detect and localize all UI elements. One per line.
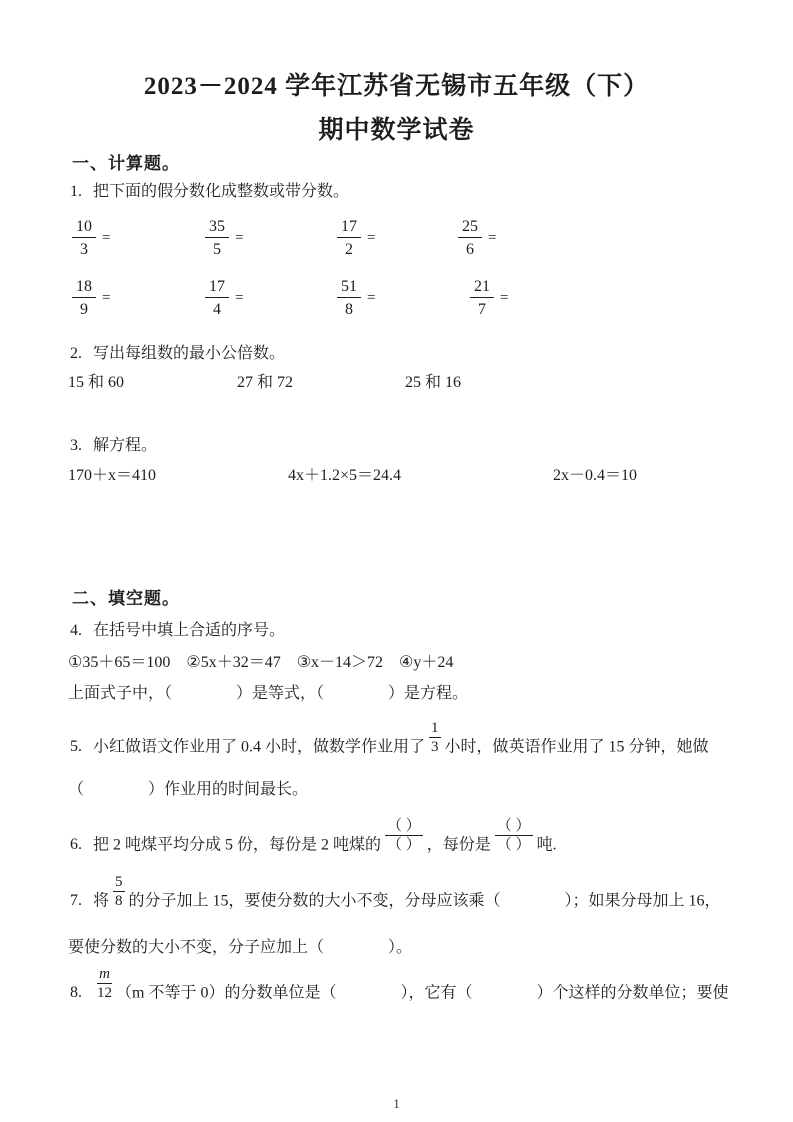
fraction-denominator: 2 bbox=[345, 241, 353, 258]
fraction-denominator: （ ） bbox=[496, 837, 531, 854]
section-1-heading: 一、计算题。 bbox=[72, 154, 180, 173]
fraction-denominator: 3 bbox=[80, 241, 88, 258]
inline-fraction bbox=[429, 720, 441, 757]
question-3 bbox=[70, 435, 157, 456]
question-2-text: 写出每组数的最小公倍数。 bbox=[93, 345, 286, 362]
fraction-item bbox=[72, 277, 110, 320]
equals-sign: = bbox=[102, 290, 111, 307]
question-1-number: 1. bbox=[70, 183, 82, 200]
fraction-numerator: m bbox=[97, 966, 112, 984]
equals-sign: = bbox=[102, 230, 111, 247]
lcm-pair: 25 和 16 bbox=[405, 374, 462, 391]
fraction bbox=[205, 217, 229, 260]
fraction bbox=[337, 217, 361, 260]
fraction bbox=[337, 277, 361, 320]
question-8 bbox=[70, 966, 728, 1003]
question-5-text-after: 小时，做英语作业用了 15 分钟，她做 bbox=[444, 738, 709, 756]
inline-fraction-blank bbox=[495, 818, 533, 855]
fraction-denominator: 3 bbox=[431, 739, 439, 756]
fraction-denominator: 9 bbox=[80, 301, 88, 318]
inline-fraction bbox=[97, 966, 112, 1003]
fraction-item bbox=[337, 217, 375, 260]
question-7-number: 7. bbox=[70, 892, 82, 910]
equals-sign: = bbox=[488, 230, 497, 247]
question-5-text-before: 小红做语文作业用了 0.4 小时，做数学作业用了 bbox=[93, 738, 426, 756]
equals-sign: = bbox=[235, 230, 244, 247]
fraction-numerator: 18 bbox=[72, 277, 96, 298]
equals-sign: = bbox=[500, 290, 509, 307]
fraction-denominator: 6 bbox=[466, 241, 474, 258]
fraction-numerator: 5 bbox=[113, 874, 125, 892]
lcm-pair: 15 和 60 bbox=[68, 374, 125, 391]
fraction-item bbox=[337, 277, 375, 320]
question-4-expressions: ①35＋65＝100 ②5x＋32＝47 ③x－14＞72 ④y＋24 bbox=[68, 654, 454, 671]
question-5-line-2: （ ）作业用的时间最长。 bbox=[68, 781, 309, 798]
question-2-number: 2. bbox=[70, 345, 82, 362]
question-6-text-mid: ，每份是 bbox=[426, 836, 491, 854]
question-8-number: 8. bbox=[70, 984, 82, 1002]
lcm-pair: 27 和 72 bbox=[237, 374, 294, 391]
question-7-text-before: 将 bbox=[93, 892, 110, 910]
page-number: 1 bbox=[393, 1096, 400, 1111]
fraction bbox=[470, 277, 494, 320]
equals-sign: = bbox=[367, 230, 376, 247]
question-4-number: 4. bbox=[70, 622, 82, 639]
section-2-heading: 二、填空题。 bbox=[72, 589, 180, 608]
fraction-numerator: （ ） bbox=[495, 818, 533, 836]
fraction bbox=[458, 217, 482, 260]
fraction-denominator: 12 bbox=[97, 985, 112, 1002]
fraction-numerator: 1 bbox=[429, 720, 441, 738]
equals-sign: = bbox=[235, 290, 244, 307]
equation: 170＋x＝410 bbox=[68, 467, 157, 484]
fraction bbox=[205, 277, 229, 320]
equation: 4x＋1.2×5＝24.4 bbox=[288, 467, 402, 484]
inline-fraction-blank bbox=[385, 818, 423, 855]
fraction-numerator: 17 bbox=[205, 277, 229, 298]
fraction-denominator: 7 bbox=[478, 301, 486, 318]
fraction-item bbox=[458, 217, 496, 260]
fraction-item bbox=[205, 277, 243, 320]
inline-fraction bbox=[113, 874, 125, 911]
exam-title-line2: 期中数学试卷 bbox=[318, 117, 475, 144]
question-4-text: 在括号中填上合适的序号。 bbox=[93, 622, 286, 639]
fraction-item bbox=[470, 277, 508, 320]
fraction-numerator: 17 bbox=[337, 217, 361, 238]
question-6-number: 6. bbox=[70, 836, 82, 854]
fraction-denominator: 8 bbox=[115, 893, 123, 910]
fraction-numerator: 25 bbox=[458, 217, 482, 238]
question-4 bbox=[70, 620, 285, 641]
fraction-denominator: 5 bbox=[213, 241, 221, 258]
question-5-number: 5. bbox=[70, 738, 82, 756]
fraction-numerator: （ ） bbox=[385, 818, 423, 836]
equation: 2x－0.4＝10 bbox=[553, 467, 638, 484]
fraction-item bbox=[72, 217, 110, 260]
fraction-denominator: 4 bbox=[213, 301, 221, 318]
question-1-text: 把下面的假分数化成整数或带分数。 bbox=[93, 183, 350, 200]
fraction-numerator: 10 bbox=[72, 217, 96, 238]
fraction bbox=[72, 277, 96, 320]
question-1 bbox=[70, 181, 349, 202]
question-6-text-end: 吨. bbox=[536, 836, 557, 854]
question-3-text: 解方程。 bbox=[93, 437, 158, 454]
question-7-line-1 bbox=[70, 874, 721, 911]
question-8-text: （m 不等于 0）的分数单位是（ ），它有（ ）个这样的分数单位；要使 bbox=[116, 984, 729, 1002]
fraction-numerator: 21 bbox=[470, 277, 494, 298]
fraction-denominator: 8 bbox=[345, 301, 353, 318]
question-7-line-2: 要使分数的大小不变，分子应加上（ ）。 bbox=[68, 939, 413, 956]
exam-title-line1: 2023－2024 学年江苏省无锡市五年级（下） bbox=[143, 73, 650, 100]
fraction-denominator: （ ） bbox=[387, 837, 421, 854]
question-2 bbox=[70, 343, 285, 364]
question-3-number: 3. bbox=[70, 437, 82, 454]
equals-sign: = bbox=[367, 290, 376, 307]
question-4-fill-line: 上面式子中，（ ）是等式，（ ）是方程。 bbox=[68, 685, 469, 702]
fraction-numerator: 51 bbox=[337, 277, 361, 298]
question-5-line-1 bbox=[70, 720, 709, 757]
fraction-item bbox=[205, 217, 243, 260]
fraction-numerator: 35 bbox=[205, 217, 229, 238]
question-6-text-before: 把 2 吨煤平均分成 5 份，每份是 2 吨煤的 bbox=[93, 836, 382, 854]
question-6 bbox=[70, 818, 557, 855]
fraction bbox=[72, 217, 96, 260]
question-7-text-after: 的分子加上 15，要使分数的大小不变，分母应该乘（ ）；如果分母加上 16， bbox=[128, 892, 721, 910]
